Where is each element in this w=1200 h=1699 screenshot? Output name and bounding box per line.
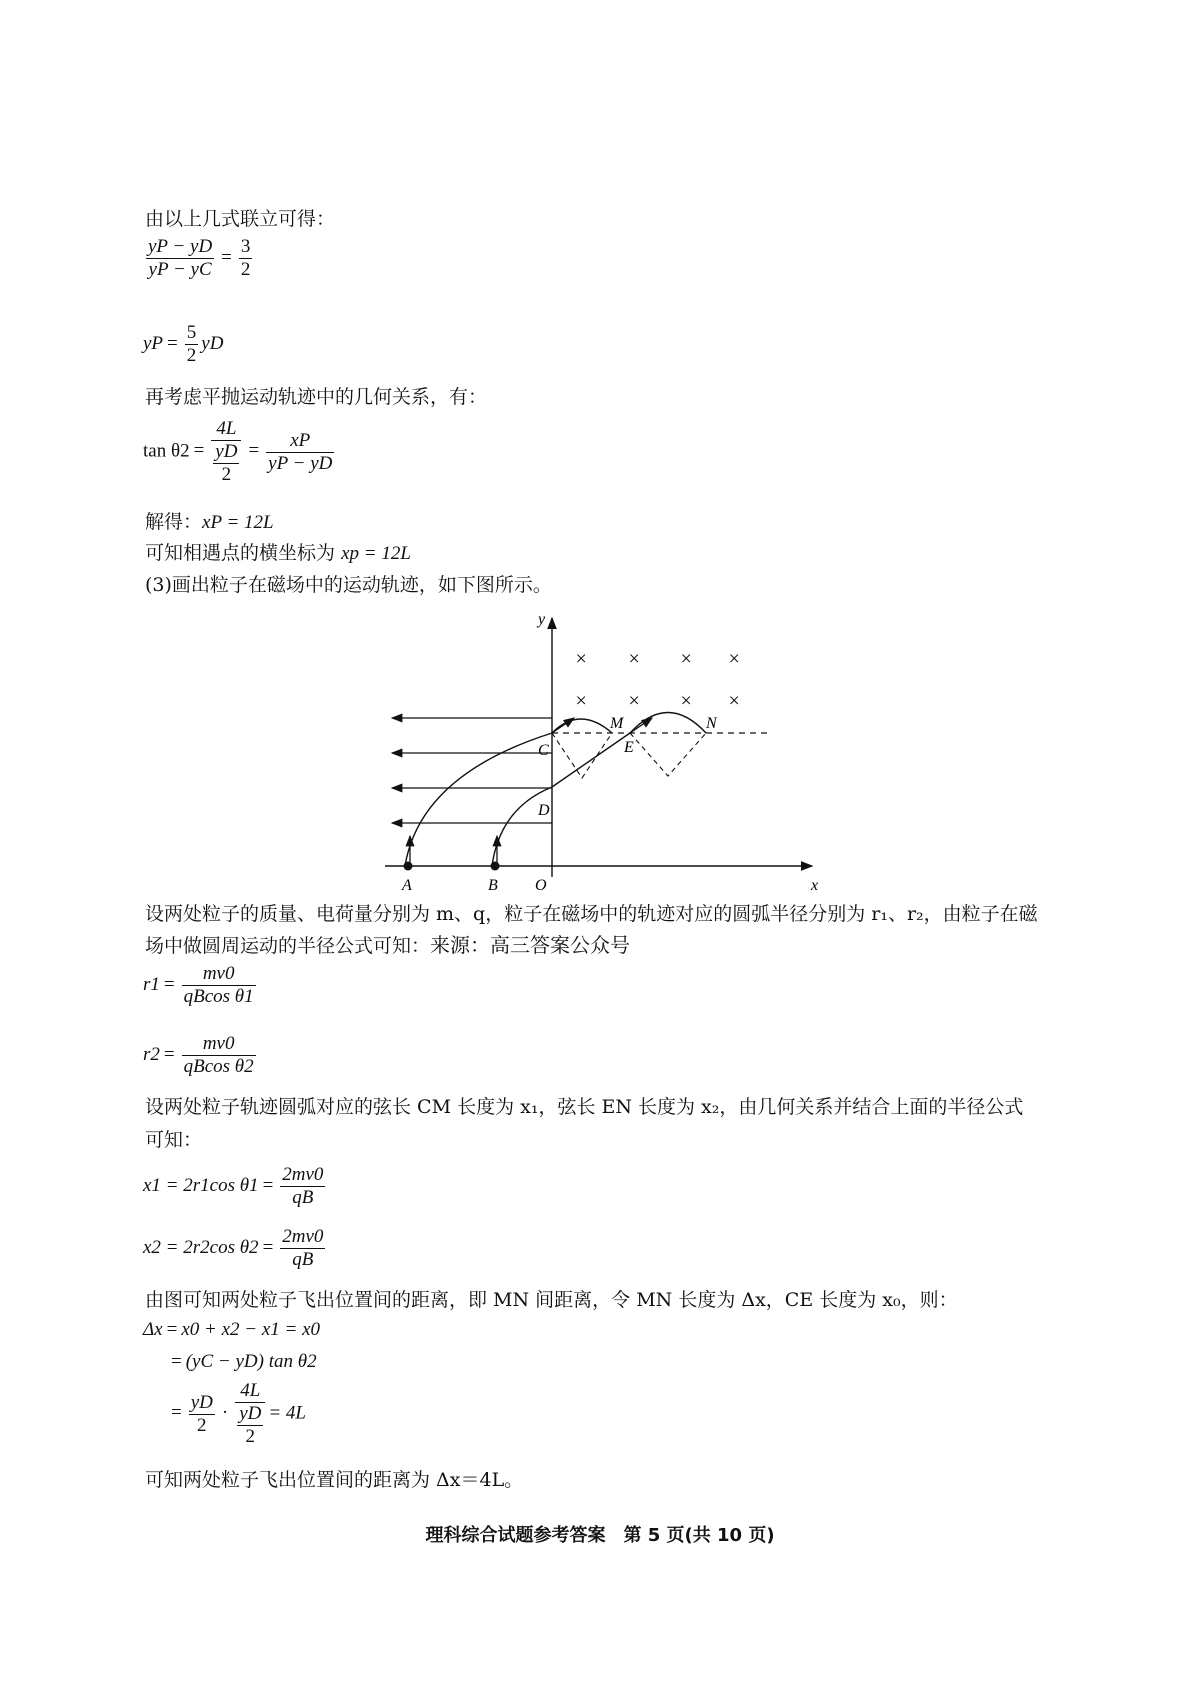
x2-numerator: 2mv0 (282, 1226, 324, 1247)
text-line-7b: 可知： (145, 1129, 203, 1151)
label-M: M (610, 715, 624, 732)
text-line-6b (145, 932, 630, 959)
dx-row2: (yC − yD) tan θ2 (185, 1351, 317, 1372)
x2-lhs: x2 = 2r2cos θ2 (143, 1236, 259, 1258)
equation-dx-row3: = $\frac{yD}{2}$ · $\frac{4L}{\frac{yD}{2}}$ = 4L (171, 1380, 306, 1447)
label-O: O (535, 877, 547, 894)
page-footer: 理科综合试题参考答案 第 5 页(共 10 页) (425, 1525, 775, 1546)
cross-6: × (627, 690, 641, 712)
equation-r2: r2 = $\frac{mv0}{\text{qBcos θ2}}$ (143, 1033, 254, 1077)
dx-row3-f2-den-numerator: yD (239, 1403, 262, 1424)
label-A: A (402, 877, 412, 894)
text-line-8: 由图可知两处粒子飞出位置间的距离，即 MN 间距离，令 MN 长度为 Δx，CE 长度为 x₀，则： (145, 1289, 958, 1311)
equation-x1: x1 = 2r1cos θ1 = $\frac{2mv0}{qB}$ (143, 1164, 324, 1208)
source-note: 来源：高三答案公众号 (430, 933, 631, 957)
dx-row3-tail: = 4L (268, 1402, 306, 1424)
eq1-rhs-numerator: 3 (240, 236, 251, 257)
label-y: y (538, 611, 546, 628)
solve-label: 解得： (145, 511, 203, 533)
eq3-lhs: tan θ2 (143, 440, 190, 462)
trajectory-B-line (552, 733, 630, 787)
label-N: N (706, 715, 717, 732)
eq5-result: xp = 12L (341, 543, 411, 564)
eq3-f1-den-denominator: 2 (221, 464, 232, 485)
cross-8: × (727, 690, 741, 712)
text-line-5: (3)画出粒子在磁场中的运动轨迹，如下图所示。 (145, 574, 552, 596)
x1-denominator: qB (292, 1187, 314, 1208)
eq3-f2-numerator: xP (266, 430, 334, 453)
x1-numerator: 2mv0 (282, 1164, 324, 1185)
dx-lhs: Δx (143, 1319, 163, 1340)
equation-x2: x2 = 2r2cos θ2 = $\frac{2mv0}{qB}$ (143, 1226, 324, 1270)
arc-EN (630, 713, 706, 734)
cross-5: × (574, 690, 588, 712)
dx-row3-f1-denominator: 2 (197, 1414, 207, 1436)
x1-lhs: x1 = 2r1cos θ1 (143, 1174, 259, 1196)
text-line-2: 再考虑平抛运动轨迹中的几何关系，有： (145, 386, 488, 408)
eq2-numerator: 5 (186, 322, 197, 343)
x2-denominator: qB (292, 1249, 314, 1270)
radius-formula-intro: 场中做圆周运动的半径公式可知： (145, 935, 431, 957)
r2-denominator: qBcos θ2 (183, 1056, 254, 1077)
dx-row1: x0 + x2 − x1 = x0 (181, 1319, 321, 1340)
r2-lhs: r2 (143, 1043, 160, 1065)
label-x: x (811, 877, 819, 894)
text-line-9: 可知两处粒子飞出位置间的距离为 Δx＝4L。 (145, 1469, 524, 1491)
eq2-denominator: 2 (186, 345, 197, 366)
equation-r1: r1 = $\frac{mv0}{\text{qBcos θ1}}$ (143, 963, 254, 1007)
r1-numerator: mv0 (182, 963, 256, 986)
eq1-rhs-denominator: 2 (240, 259, 251, 280)
dx-row3-f2-numerator: 4L (235, 1380, 265, 1403)
radius-lines-CM (552, 733, 612, 778)
equation-ratio: $\frac{yP - yD}{yP - yC}$ = $\frac{3}{2}$ (148, 236, 251, 280)
text-line-4 (145, 540, 411, 567)
label-D: D (538, 802, 550, 819)
velocity-arrow-E (630, 718, 652, 733)
cross-3: × (679, 648, 693, 670)
velocity-arrow-C (552, 718, 574, 733)
equation-yp: yP = $\frac{5}{2}$ yD (143, 322, 224, 366)
r1-denominator: qBcos θ1 (183, 986, 254, 1007)
eq3-f1-den-numerator: yD (215, 441, 238, 462)
eq1-denominator: yP − yC (148, 259, 212, 280)
label-E: E (624, 739, 634, 756)
label-B: B (488, 877, 498, 894)
trajectory-B (492, 787, 552, 866)
trajectory-figure (385, 608, 835, 898)
radius-lines-EN (630, 733, 706, 776)
cross-7: × (679, 690, 693, 712)
arc-CM (552, 719, 612, 733)
text-line-3 (145, 509, 274, 536)
dx-row3-f2-den-denominator: 2 (245, 1426, 256, 1447)
cross-2: × (627, 648, 641, 670)
eq2-tail: yD (201, 332, 224, 354)
text-line-7a: 设两处粒子轨迹圆弧对应的弦长 CM 长度为 x₁，弦长 EN 长度为 x₂，由几何关系并结合上面的半径公式 (145, 1096, 1024, 1118)
r1-lhs: r1 (143, 973, 160, 995)
equation-dx-row1: Δx = x0 + x2 − x1 = x0 (143, 1319, 321, 1340)
eq1-numerator: yP − yD (148, 236, 213, 257)
eq3-f2-denominator: yP − yD (268, 452, 333, 474)
cross-4: × (727, 648, 741, 670)
cross-1: × (574, 648, 588, 670)
eq2-lhs: yP (143, 332, 164, 354)
text-line-6a: 设两处粒子的质量、电荷量分别为 m、q，粒子在磁场中的轨迹对应的圆弧半径分别为 r₁、r₂，由粒子在磁 (145, 903, 1038, 925)
particle-B (491, 862, 500, 871)
r2-numerator: mv0 (182, 1033, 256, 1056)
meet-point-label: 可知相遇点的横坐标为 (145, 542, 336, 564)
particle-A (404, 862, 413, 871)
magnetic-field-crosses (574, 648, 741, 712)
equation-tan-theta2: tan θ2 = $\frac{4L}{\frac{yD}{2}}$ = $\frac{xP}{yP - yD}$ (143, 418, 333, 485)
equation-dx-row2: = (yC − yD) tan θ2 (171, 1351, 317, 1372)
eq3-f1-numerator: 4L (211, 418, 241, 441)
label-C: C (538, 742, 549, 759)
text-line-1: 由以上几式联立可得： (145, 208, 336, 230)
dx-row3-f1-numerator: yD (190, 1391, 213, 1413)
eq4-result: xP = 12L (202, 512, 274, 533)
